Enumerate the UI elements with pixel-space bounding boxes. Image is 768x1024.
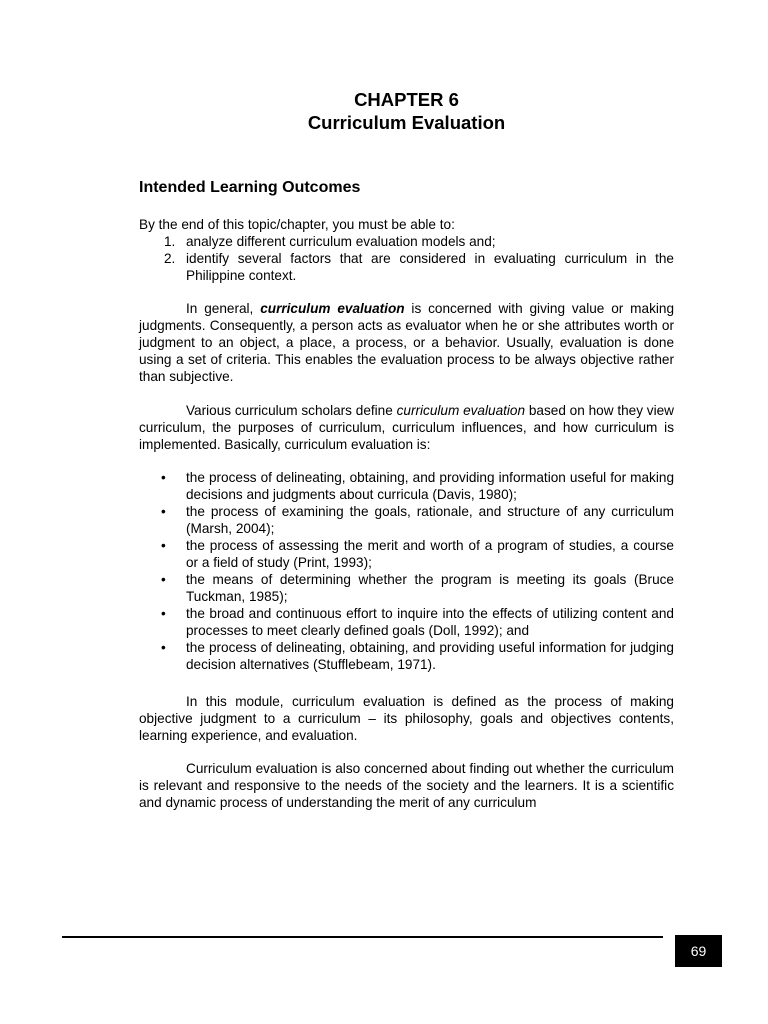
paragraph-text: based on how they view curriculum, the purposes of curriculum, curriculum influences, and how curriculum is implemented. Basically, curriculum evaluation is: xyxy=(139,403,674,452)
bullet-icon: • xyxy=(161,470,166,485)
list-item-text: identify several factors that are considered in evaluating curriculum in the Philippine context. xyxy=(186,251,674,283)
outcomes-list xyxy=(139,233,674,284)
list-item xyxy=(139,605,674,639)
list-item-text: the process of delineating, obtaining, and providing useful information for judging decision alternatives (Stufflebeam, 1971). xyxy=(186,640,674,672)
list-item-text: the broad and continuous effort to inquire into the effects of utilizing content and processes to meet clearly defined goals (Doll, 1992); and xyxy=(186,606,674,638)
list-item xyxy=(139,250,674,284)
emphasis-term: curriculum evaluation xyxy=(396,403,526,418)
paragraph-text: is concerned with giving value or making judgments. Consequently, a person acts as evaluator when he or she attributes worth or judgment to an object, a place, a process, or a behavior. Usually, evaluation is done using a set of criteria. This enables the evaluation process to be always objective rather than subjective. xyxy=(139,301,675,384)
bullet-icon: • xyxy=(161,572,166,587)
bullet-icon: • xyxy=(161,504,166,519)
paragraph-module-definition: In this module, curriculum evaluation is defined as the process of making objective judgment to a curriculum – its philosophy, goals and objectives contents, learning experience, and evaluation. xyxy=(139,694,674,743)
list-item xyxy=(139,571,674,605)
footer-divider xyxy=(62,936,663,938)
emphasis-term: curriculum evaluation xyxy=(260,301,405,316)
chapter-title-block xyxy=(139,88,674,134)
definitions-list xyxy=(139,469,674,673)
list-item-text: the process of assessing the merit and worth of a program of studies, a course or a field of study (Print, 1993); xyxy=(186,538,674,570)
paragraph-relevance: Curriculum evaluation is also concerned about finding out whether the curriculum is relevant and responsive to the needs of the society and the learners. It is a scientific and dynamic process of understanding the merit of any curriculum xyxy=(139,761,674,810)
list-item xyxy=(139,537,674,571)
bullet-icon: • xyxy=(161,640,166,655)
list-item-text: the process of delineating, obtaining, and providing information useful for making decisions and judgments about curricula (Davis, 1980); xyxy=(186,470,674,502)
section-heading-outcomes: Intended Learning Outcomes xyxy=(139,179,361,196)
bullet-icon: • xyxy=(161,606,166,621)
list-item xyxy=(139,469,674,503)
paragraph-text: Various curriculum scholars define xyxy=(186,403,397,418)
list-item-text: the means of determining whether the program is meeting its goals (Bruce Tuckman, 1985); xyxy=(186,572,674,604)
list-item-text: the process of examining the goals, rationale, and structure of any curriculum (Marsh, 2004); xyxy=(186,504,674,536)
list-item-text: analyze different curriculum evaluation models and; xyxy=(186,234,496,249)
bullet-icon: • xyxy=(161,538,166,553)
list-item xyxy=(139,233,674,250)
chapter-title: Curriculum Evaluation xyxy=(307,112,506,133)
list-item xyxy=(139,639,674,673)
list-item xyxy=(139,503,674,537)
page-number-badge: 69 xyxy=(675,935,722,967)
list-marker: 1. xyxy=(164,234,176,249)
paragraph-scholars xyxy=(139,402,674,453)
list-marker: 2. xyxy=(164,251,176,266)
paragraph-general xyxy=(139,300,674,385)
outcomes-intro: By the end of this topic/chapter, you must be able to: xyxy=(139,217,455,232)
chapter-number: CHAPTER 6 xyxy=(354,89,459,110)
paragraph-text: In general, xyxy=(186,301,261,316)
